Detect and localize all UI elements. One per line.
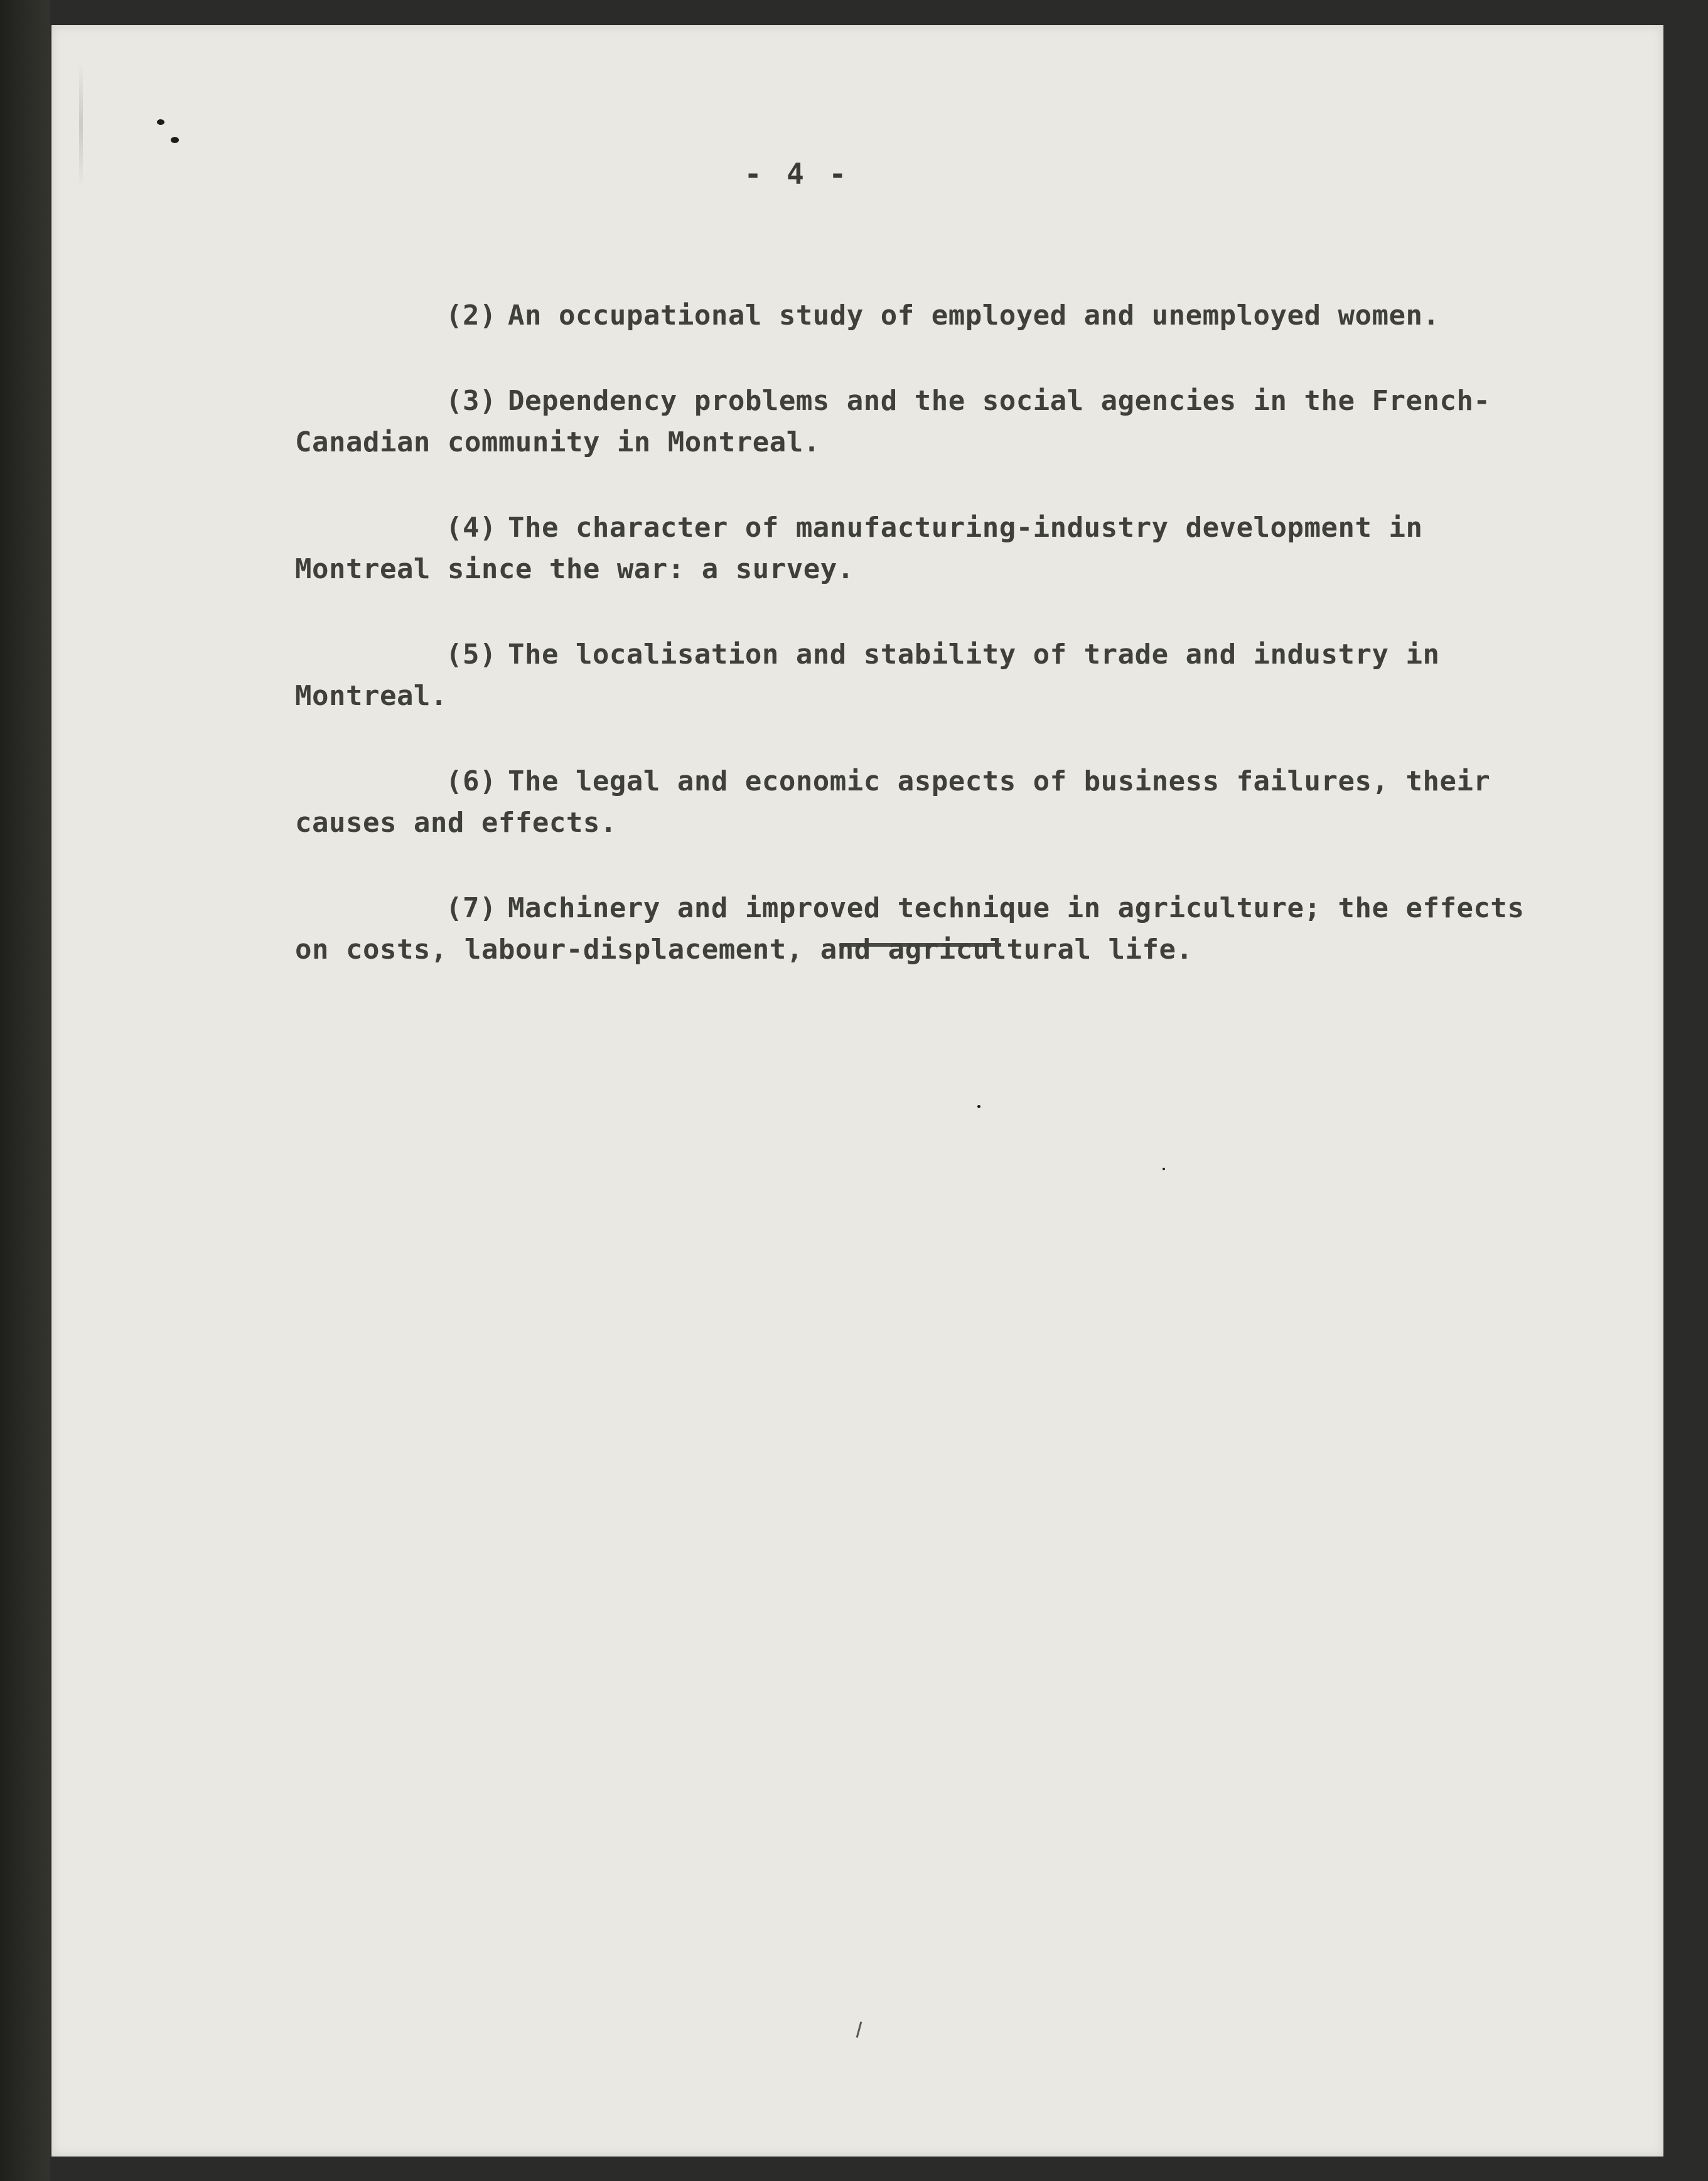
item-text: An occupational study of employed and unemployed women. [507, 299, 1440, 331]
list-item [295, 380, 1569, 463]
ink-speck [1163, 1168, 1165, 1170]
item-text: The character of manufacturing-industry development in Montreal since the war: a survey. [295, 512, 1423, 585]
page-number: - 4 - [744, 157, 851, 191]
item-text: The legal and economic aspects of business failures, their causes and effects. [295, 765, 1491, 839]
item-number: (2) [446, 299, 497, 331]
item-number: (7) [446, 892, 497, 924]
scan-background [0, 0, 50, 2181]
list-item [295, 295, 1569, 337]
topic-list [295, 295, 1569, 1015]
item-number: (4) [446, 512, 497, 544]
item-number: (5) [446, 638, 497, 670]
item-text: Dependency problems and the social agencies in the French-Canadian community in Montreal. [295, 385, 1491, 458]
ink-speck [171, 137, 179, 143]
ink-speck [977, 1105, 980, 1108]
stray-pen-mark [856, 2022, 862, 2038]
item-number: (6) [446, 765, 497, 797]
item-number: (3) [446, 385, 497, 417]
item-text: Machinery and improved technique in agriculture; the effects on costs, labour-displacement, and agricultural life. [295, 892, 1525, 966]
list-item [295, 634, 1569, 717]
item-text: The localisation and stability of trade and industry in Montreal. [295, 638, 1440, 712]
list-item [295, 507, 1569, 590]
list-item [295, 761, 1569, 844]
list-item [295, 888, 1569, 971]
ink-speck [157, 119, 164, 125]
